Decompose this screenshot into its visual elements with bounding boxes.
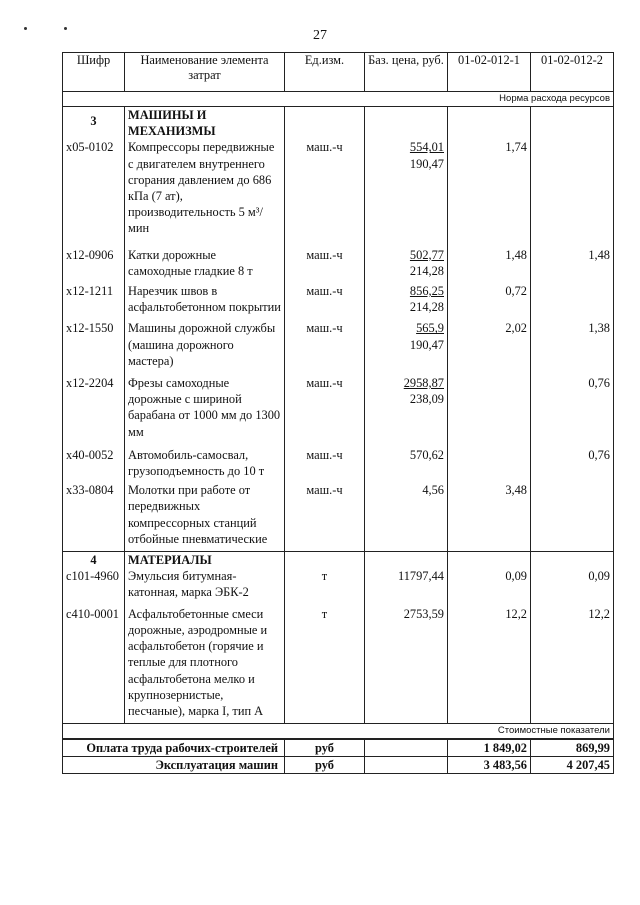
row-code: х40-0052 <box>63 447 125 482</box>
row-code: х12-1550 <box>63 320 125 375</box>
row-value-col2: 0,09 <box>531 568 614 605</box>
table-row <box>63 320 614 375</box>
row-unit: маш.-ч <box>285 447 365 482</box>
total-label: Эксплуатация машин <box>63 757 285 774</box>
total-label: Оплата труда рабочих-строителей <box>63 739 285 757</box>
table-row <box>63 247 614 283</box>
header-price: Баз. цена, руб. <box>365 53 448 92</box>
row-unit: маш.-ч <box>285 375 365 447</box>
total-row <box>63 739 614 757</box>
row-unit: маш.-ч <box>285 283 365 320</box>
row-price: 4,56 <box>365 482 448 551</box>
table-row <box>63 375 614 447</box>
row-value-col1: 0,72 <box>448 283 531 320</box>
total-value-col2: 4 207,45 <box>531 757 614 774</box>
section-title: МАШИНЫ И МЕХАНИЗМЫ <box>125 107 285 140</box>
row-name: Автомобиль-самосвал, грузоподъемность до 10 т <box>125 447 285 482</box>
row-value-col1 <box>448 375 531 447</box>
row-value-col2: 1,48 <box>531 247 614 283</box>
row-value-col1: 1,74 <box>448 139 531 246</box>
header-col1: 01-02-012-1 <box>448 53 531 92</box>
row-name: Машины дорожной службы (машина дорожного мастера) <box>125 320 285 375</box>
row-price: 2958,87 <box>403 376 444 391</box>
row-price-secondary: 214,28 <box>409 263 444 278</box>
row-code: с101-4960 <box>63 568 125 605</box>
row-price-secondary: 214,28 <box>409 300 444 315</box>
row-price: 2753,59 <box>365 606 448 724</box>
row-code: х33-0804 <box>63 482 125 551</box>
header-name: Наименование элемента затрат <box>125 53 285 92</box>
row-value-col1: 12,2 <box>448 606 531 724</box>
row-value-col2: 0,76 <box>531 375 614 447</box>
row-value-col2 <box>531 482 614 551</box>
row-name: Компрессоры передвижные с двигателем внутреннего сгорания давлением до 686 кПа (7 ат), производительность 5 м³/мин <box>125 139 285 246</box>
row-price-secondary: 238,09 <box>409 392 444 407</box>
row-unit: маш.-ч <box>285 320 365 375</box>
table-row <box>63 606 614 724</box>
row-unit: маш.-ч <box>285 139 365 246</box>
section-row <box>63 552 614 569</box>
row-value-col1: 1,48 <box>448 247 531 283</box>
row-name: Катки дорожные самоходные гладкие 8 т <box>125 247 285 283</box>
row-price-secondary: 190,47 <box>409 156 444 171</box>
row-name: Эмульсия битумная-катонная, марка ЭБК-2 <box>125 568 285 605</box>
row-unit: т <box>285 606 365 724</box>
total-value-col2: 869,99 <box>531 739 614 757</box>
row-value-col2 <box>531 283 614 320</box>
table-row <box>63 283 614 320</box>
row-code: х12-1211 <box>63 283 125 320</box>
section-title: МАТЕРИАЛЫ <box>125 552 285 569</box>
row-unit: маш.-ч <box>285 247 365 283</box>
row-value-col2 <box>531 139 614 246</box>
header-unit: Ед.изм. <box>285 53 365 92</box>
table-row <box>63 139 614 246</box>
row-value-col2: 12,2 <box>531 606 614 724</box>
row-value-col1 <box>448 447 531 482</box>
row-price: 11797,44 <box>365 568 448 605</box>
header-code: Шифр <box>63 53 125 92</box>
row-value-col1: 0,09 <box>448 568 531 605</box>
row-price: 502,77 <box>409 247 444 262</box>
table-row <box>63 568 614 605</box>
table-row <box>63 482 614 551</box>
row-price: 565,9 <box>416 321 444 336</box>
section-row <box>63 107 614 140</box>
total-value-col1: 1 849,02 <box>448 739 531 757</box>
row-name: Нарезчик швов в асфальтобетонном покрытии <box>125 283 285 320</box>
row-name: Асфальтобетонные смеси дорожные, аэродромные и асфальтобетон (горячие и теплые для плотного асфальтобетона мелко и крупнозернистые, песчаные), марка I, тип А <box>125 606 285 724</box>
row-price: 856,25 <box>409 284 444 299</box>
row-name: Фрезы самоходные дорожные с шириной барабана от 1000 мм до 1300 мм <box>125 375 285 447</box>
total-value-col1: 3 483,56 <box>448 757 531 774</box>
total-unit: руб <box>285 739 365 757</box>
row-price: 554,01 <box>409 140 444 155</box>
row-code: с410-0001 <box>63 606 125 724</box>
row-name: Молотки при работе от передвижных компрессорных станций отбойные пневматические <box>125 482 285 551</box>
section-number: 3 <box>63 107 125 140</box>
total-unit: руб <box>285 757 365 774</box>
row-price-secondary: 190,47 <box>409 337 444 352</box>
row-code: х12-0906 <box>63 247 125 283</box>
row-price: 570,62 <box>365 447 448 482</box>
row-value-col1: 3,48 <box>448 482 531 551</box>
row-value-col1: 2,02 <box>448 320 531 375</box>
header-row <box>63 53 614 92</box>
norm-row <box>63 92 614 107</box>
row-value-col2: 0,76 <box>531 447 614 482</box>
cost-label: Стоимостные показатели <box>63 724 614 740</box>
table-row <box>63 447 614 482</box>
row-unit: маш.-ч <box>285 482 365 551</box>
row-value-col2: 1,38 <box>531 320 614 375</box>
resource-norms-table <box>62 52 614 774</box>
total-row <box>63 757 614 774</box>
norm-label: Норма расхода ресурсов <box>63 92 614 107</box>
page-number: 27 <box>313 28 327 43</box>
cost-indicators-row <box>63 724 614 740</box>
row-code: х12-2204 <box>63 375 125 447</box>
row-code: х05-0102 <box>63 139 125 246</box>
section-number: 4 <box>63 552 125 569</box>
header-col2: 01-02-012-2 <box>531 53 614 92</box>
row-unit: т <box>285 568 365 605</box>
